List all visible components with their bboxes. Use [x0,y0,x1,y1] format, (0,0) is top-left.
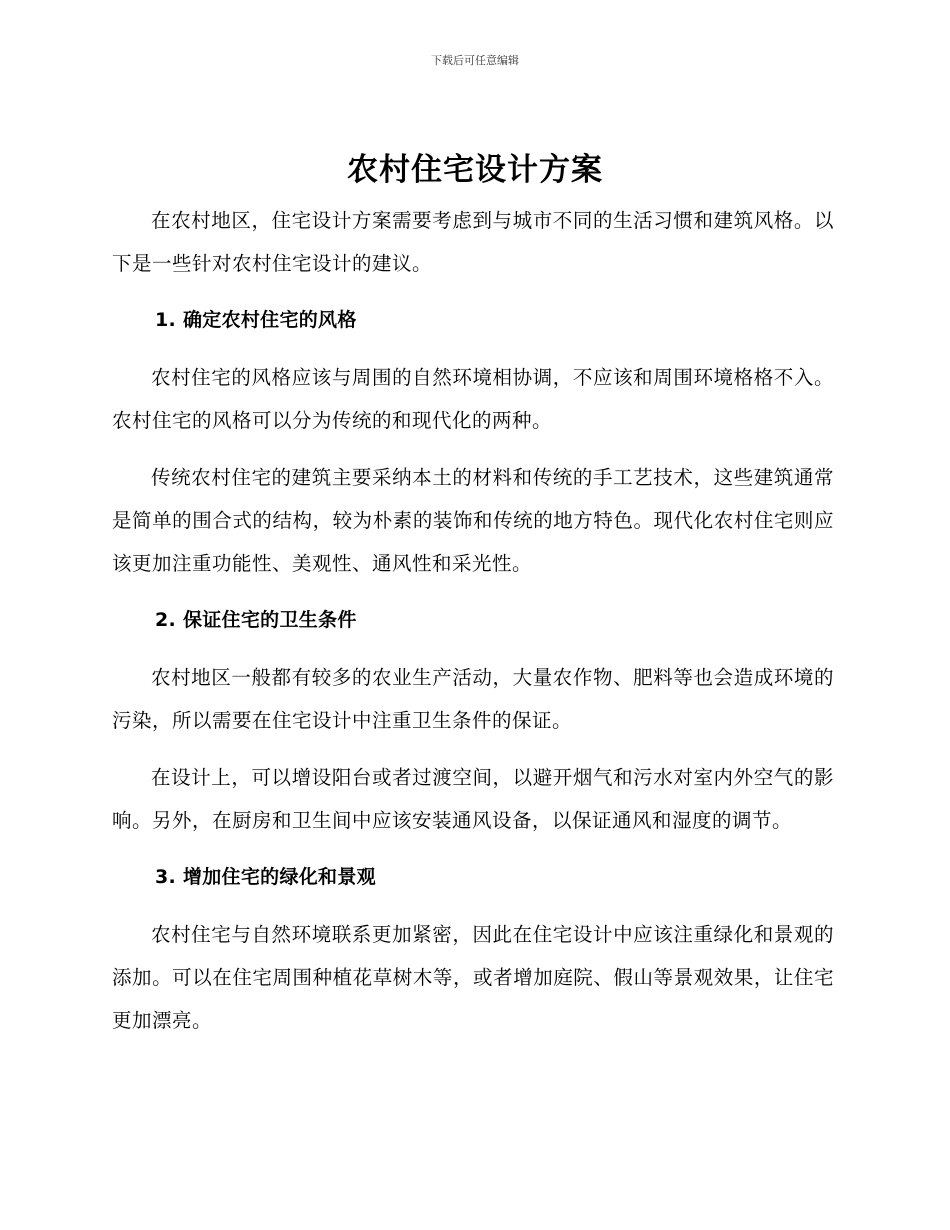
paragraph-style-2: 传统农村住宅的建筑主要采纳本土的材料和传统的手工艺技术，这些建筑通常是简单的围合式的结构，较为朴素的装饰和传统的地方特色。现代化农村住宅则应该更加注重功能性、美观性、通风性和采光性。 [112,466,834,575]
intro-paragraph: 在农村地区，住宅设计方案需要考虑到与城市不同的生活习惯和建筑风格。以下是一些针对农村住宅设计的建议。 [112,209,834,275]
document-title: 农村住宅设计方案 [347,152,603,188]
header-note: 下载后可任意编辑 [431,54,519,67]
section-heading-hygiene: 2. 保证住宅的卫生条件 [155,609,357,631]
paragraph-hygiene-1: 农村地区一般都有较多的农业生产活动，大量农作物、肥料等也会造成环境的污染，所以需要在住宅设计中注重卫生条件的保证。 [112,666,834,732]
paragraph-style-1: 农村住宅的风格应该与周围的自然环境相协调，不应该和周围环境格格不入。农村住宅的风格可以分为传统的和现代化的两种。 [112,366,834,432]
paragraph-hygiene-2: 在设计上，可以增设阳台或者过渡空间，以避开烟气和污水对室内外空气的影响。另外，在厨房和卫生间中应该安装通风设备，以保证通风和湿度的调节。 [112,766,834,832]
section-heading-style: 1. 确定农村住宅的风格 [155,309,357,331]
paragraph-greening-1: 农村住宅与自然环境联系更加紧密，因此在住宅设计中应该注重绿化和景观的添加。可以在住宅周围种植花草树木等，或者增加庭院、假山等景观效果，让住宅更加漂亮。 [112,923,834,1032]
document-body [112,199,834,1056]
section-heading-greening: 3. 增加住宅的绿化和景观 [155,866,376,888]
